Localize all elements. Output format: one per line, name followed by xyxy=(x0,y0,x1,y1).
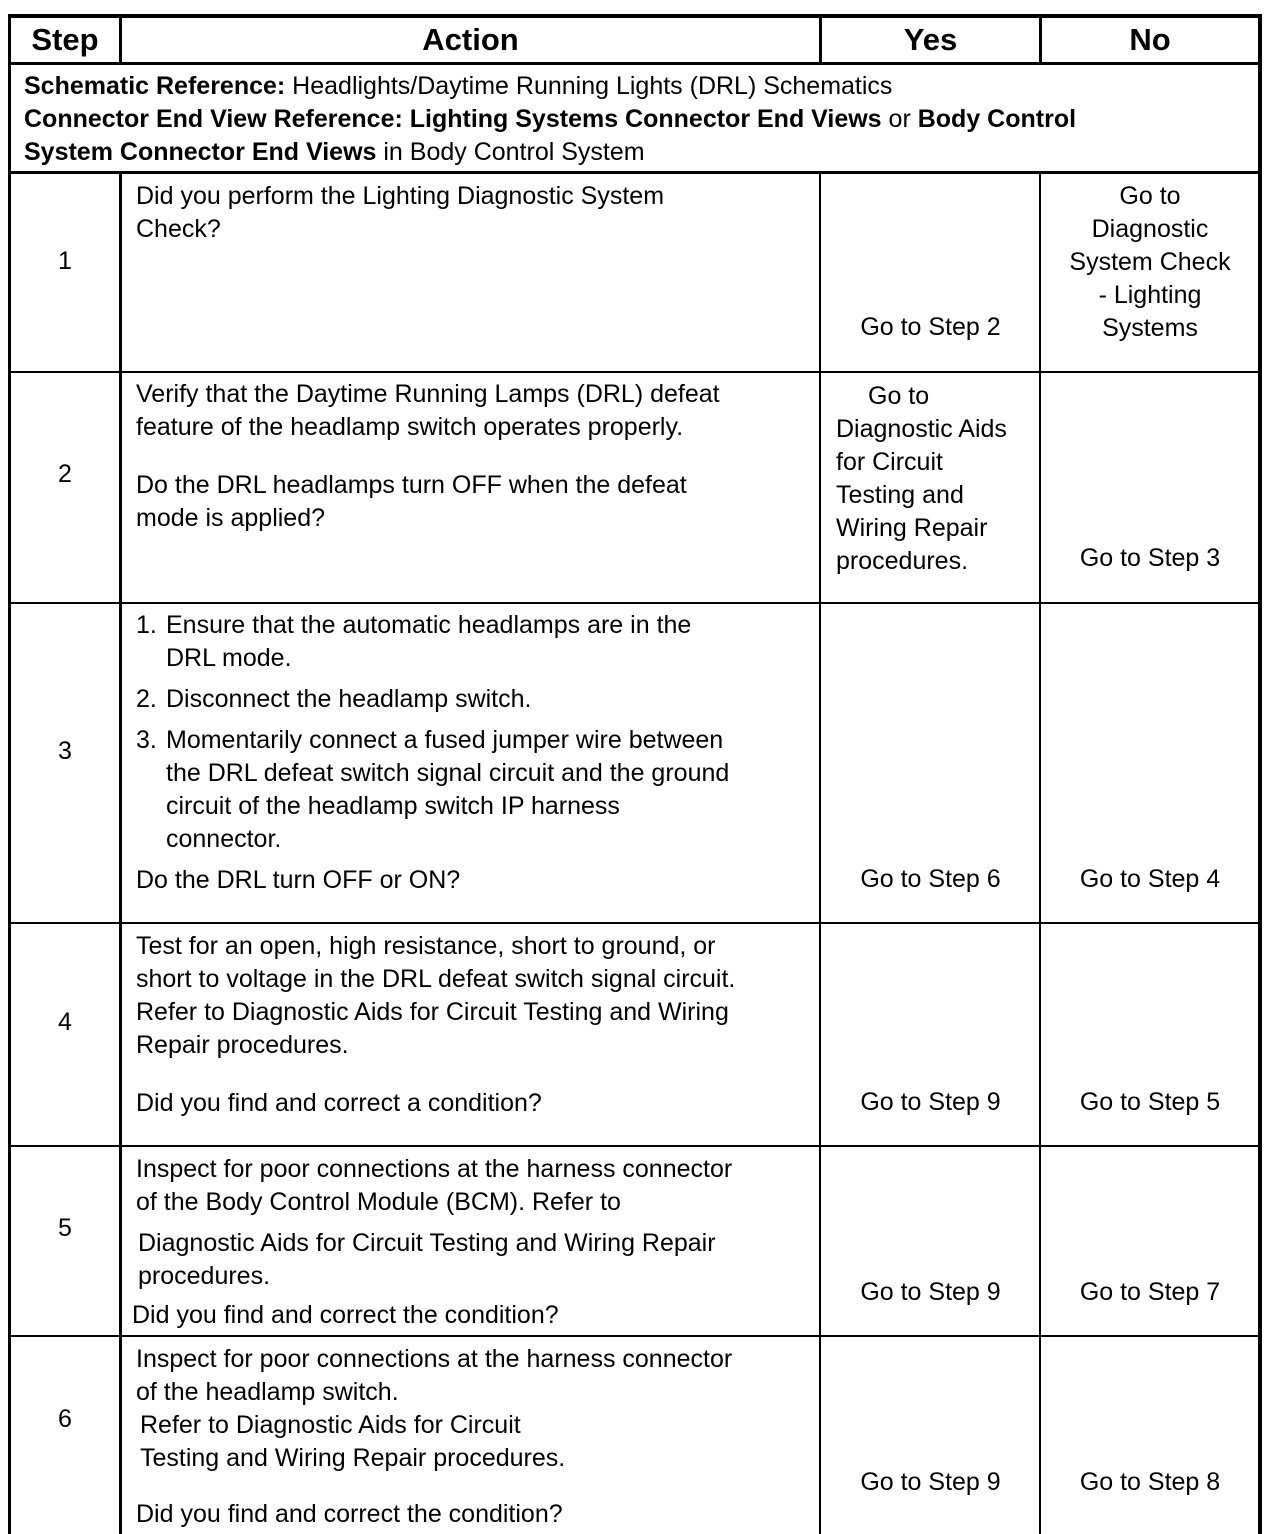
step-no: Go to Step 5 xyxy=(1079,1088,1221,1116)
table-rule xyxy=(8,14,11,1534)
list-item: 2. Disconnect the headlamp switch. xyxy=(136,685,532,713)
step-action: Test for an open, high resistance, short to ground, or short to voltage in the DRL defeat switch signal circuit. Refer to Diagnostic Aids for Circuit Testing and Wiring Repair procedures. Did you find and correct a condition? xyxy=(136,932,736,1117)
table-rule xyxy=(8,62,1262,65)
header-step: Step xyxy=(31,22,99,57)
step-action: 1. Ensure that the automatic headlamps are in the DRL mode. 2. Disconnect the headlamp switch. 3. Momentarily connect a fused jumper wire between the DRL defeat switch signal circuit and the ground circuit of the headlamp switch IP harness connector. Do the DRL turn OFF or ON? xyxy=(136,611,730,894)
step-action: Inspect for poor connections at the harness connector of the headlamp switch. Refer to Diagnostic Aids for Circuit Testing and Wiring Repair procedures. Did you find and correct the condition? xyxy=(136,1345,733,1528)
table-rule xyxy=(8,922,1262,924)
step-yes: Go to Step 6 xyxy=(860,865,1001,893)
step-action: Verify that the Daytime Running Lamps (DRL) defeat feature of the headlamp switch operates properly. Do the DRL headlamps turn OFF when the defeat mode is applied? xyxy=(136,380,720,532)
step-no: Go to Step 4 xyxy=(1079,865,1221,893)
step-yes: Go to Step 9 xyxy=(860,1278,1001,1306)
table-rule xyxy=(8,602,1262,604)
step-yes: Go to Step 2 xyxy=(860,313,1001,341)
table-rule xyxy=(1258,14,1262,1534)
table-rule xyxy=(1039,172,1041,1534)
header-no: No xyxy=(1129,22,1171,57)
reference-block xyxy=(24,70,1076,169)
step-yes: Go to Step 9 xyxy=(860,1088,1001,1116)
step-number: 4 xyxy=(58,1008,72,1036)
list-item: 1. Ensure that the automatic headlamps are in the DRL mode. xyxy=(136,611,692,672)
step-no: Go to Step 7 xyxy=(1079,1278,1221,1306)
table-rule xyxy=(8,14,1262,18)
table-rule xyxy=(819,172,821,1534)
step-number: 1 xyxy=(58,247,72,275)
step-no: Go to Diagnostic System Check - Lighting Systems xyxy=(1069,182,1231,342)
step-yes: Go to Step 9 xyxy=(860,1468,1001,1496)
step-no: Go to Step 3 xyxy=(1079,544,1221,572)
step-number: 2 xyxy=(58,460,72,488)
schematic-reference: Schematic Reference: Headlights/Daytime Running Lights (DRL) Schematics xyxy=(24,72,893,100)
list-item: 3. Momentarily connect a fused jumper wire between the DRL defeat switch signal circuit and the ground circuit of the headlamp switch IP harness connector. xyxy=(136,726,730,853)
connector-reference-cont: System Connector End Views in Body Control System xyxy=(24,138,645,166)
table-rule xyxy=(8,371,1262,373)
step-action: Did you perform the Lighting Diagnostic System Check? xyxy=(136,182,665,243)
table-rule xyxy=(8,171,1262,174)
connector-reference: Connector End View Reference: Lighting Systems Connector End Views or Body Control xyxy=(24,105,1077,133)
header-yes: Yes xyxy=(903,22,958,57)
step-yes: Go to Diagnostic Aids for Circuit Testing and Wiring Repair procedures. xyxy=(836,382,1007,575)
table-rule xyxy=(119,172,122,1534)
table-rule xyxy=(8,1335,1262,1337)
step-action: Inspect for poor connections at the harness connector of the Body Control Module (BCM). Refer to Diagnostic Aids for Circuit Testing and Wiring Repair procedures. Did you find and correct the condition? xyxy=(132,1155,733,1329)
header-action: Action xyxy=(422,22,519,57)
step-no: Go to Step 8 xyxy=(1079,1468,1221,1496)
step-number: 5 xyxy=(58,1214,72,1242)
step-number: 6 xyxy=(58,1405,72,1433)
step-number: 3 xyxy=(58,737,72,765)
table-rule xyxy=(8,1145,1262,1147)
